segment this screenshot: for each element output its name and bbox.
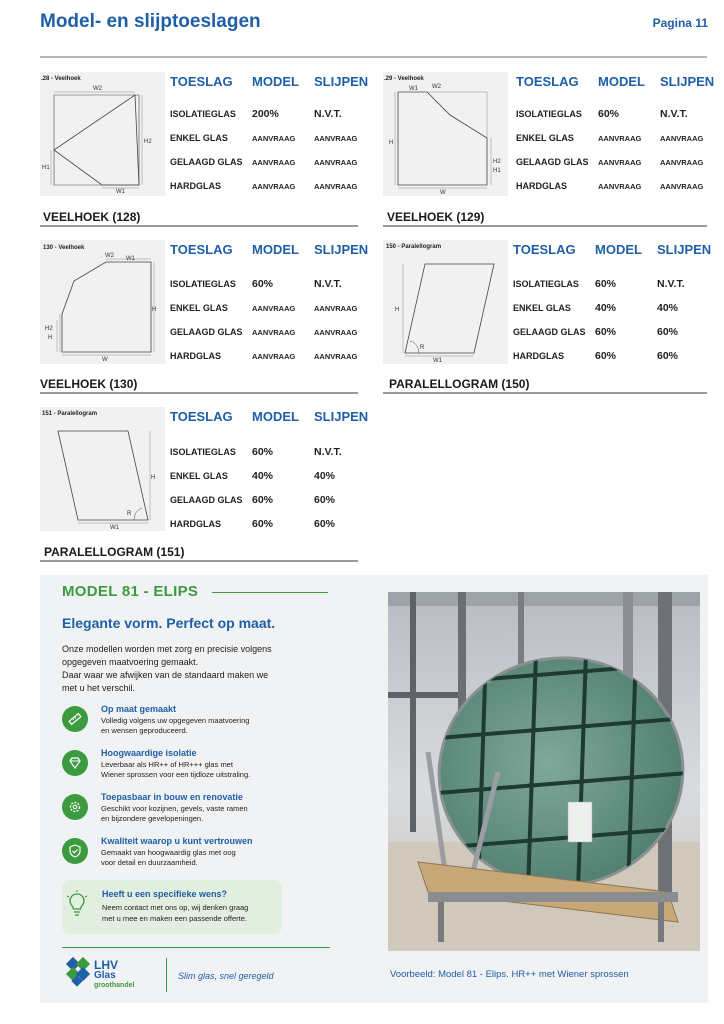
col-header-slijpen: SLIJPEN xyxy=(660,73,715,89)
dim-label: H xyxy=(152,307,157,313)
dim-label: R xyxy=(420,345,425,351)
model-block-151 xyxy=(40,407,370,531)
table-row xyxy=(170,126,370,150)
slijpen-value: AANVRAAG xyxy=(314,133,358,143)
dim-label: W1 xyxy=(409,86,418,92)
glass-type: GELAAGD GLAS xyxy=(170,327,243,337)
company-logo xyxy=(62,955,162,995)
caption-divider xyxy=(40,560,358,562)
page-number: Pagina 11 xyxy=(652,16,708,30)
col-header-slijpen: SLIJPEN xyxy=(314,73,369,89)
glass-type: HARDGLAS xyxy=(170,181,221,191)
slijpen-value: N.V.T. xyxy=(660,108,688,120)
table-header xyxy=(170,407,370,425)
dim-label: W2 xyxy=(93,86,102,92)
slijpen-value: AANVRAAG xyxy=(660,157,704,167)
slijpen-value: AANVRAAG xyxy=(314,327,358,337)
slogan: Slim glas, snel geregeld xyxy=(178,971,274,981)
feature-title: Hoogwaardige isolatie xyxy=(101,748,197,758)
col-header-model: MODEL xyxy=(595,241,642,257)
glass-type: GELAAGD GLAS xyxy=(170,495,243,505)
model-value: 40% xyxy=(595,302,617,314)
feature-line: Geschikt voor kozijnen, gevels, vaste ramen xyxy=(101,804,248,813)
slijpen-value: AANVRAAG xyxy=(314,303,358,313)
feature-description xyxy=(101,760,301,780)
table-row xyxy=(516,126,716,150)
surcharge-table xyxy=(170,240,370,368)
feature-description xyxy=(101,804,301,824)
col-header-model: MODEL xyxy=(252,241,299,257)
logo-text: Glas xyxy=(94,970,116,981)
logo-text: LHV xyxy=(94,958,118,972)
dim-label: H1 xyxy=(42,165,50,171)
model-value: AANVRAAG xyxy=(252,133,296,143)
glass-type: HARDGLAS xyxy=(513,351,564,361)
table-row xyxy=(170,272,370,296)
wish-title: Heeft u een specifieke wens? xyxy=(102,889,228,899)
glass-type: HARDGLAS xyxy=(170,519,221,529)
promo-heading-divider xyxy=(212,592,328,593)
dim-label: H2 xyxy=(493,159,501,165)
diagram-title: 150 - Paralellogram xyxy=(386,244,442,250)
table-row xyxy=(516,102,716,126)
feature-item xyxy=(62,792,302,830)
model-value: 200% xyxy=(252,108,279,120)
table-row xyxy=(170,488,370,512)
block-caption: VEELHOEK (129) xyxy=(387,210,485,224)
col-header-toeslag: TOESLAG xyxy=(513,241,576,257)
intro-line: opgegeven maatvoering gemaakt. xyxy=(62,657,199,667)
glass-type: HARDGLAS xyxy=(516,181,567,191)
slijpen-value: 40% xyxy=(314,470,336,482)
table-row xyxy=(170,102,370,126)
feature-line: voor detail en duurzaamheid. xyxy=(101,858,198,867)
slijpen-value: AANVRAAG xyxy=(314,181,358,191)
caption-divider xyxy=(40,225,358,227)
table-row xyxy=(516,150,716,174)
intro-line: Daar waar we afwijken van de standaard maken we xyxy=(62,670,269,680)
glass-type: ENKEL GLAS xyxy=(170,471,228,481)
intro-line: met u het verschil. xyxy=(62,683,136,693)
glass-type: GELAAGD GLAS xyxy=(513,327,586,337)
feature-line: en wensen geproduceerd. xyxy=(101,726,188,735)
dim-label: H xyxy=(48,335,53,341)
product-photo xyxy=(388,592,700,951)
feature-description xyxy=(101,848,301,868)
model-block-129 xyxy=(383,72,713,196)
dim-label: W1 xyxy=(126,256,135,262)
table-row xyxy=(170,512,370,536)
slijpen-value: 60% xyxy=(314,494,336,506)
feature-line: Gemaakt van hoogwaardig glas met oog xyxy=(101,848,236,857)
diagram-title: 130 - Veelhoek xyxy=(43,245,85,251)
block-caption: PARALELLOGRAM (151) xyxy=(44,545,185,559)
col-header-slijpen: SLIJPEN xyxy=(314,408,369,424)
table-row xyxy=(170,464,370,488)
gear-icon xyxy=(62,794,88,820)
diagram-151 xyxy=(40,407,165,531)
glass-type: ENKEL GLAS xyxy=(513,303,571,313)
photo-caption: Voorbeeld: Model 81 - Elips. HR++ met Wiener sprossen xyxy=(390,969,629,980)
glass-type: ENKEL GLAS xyxy=(170,303,228,313)
feature-line: Leverbaar als HR++ of HR+++ glas met xyxy=(101,760,233,769)
table-row xyxy=(170,150,370,174)
page-title: Model- en slijptoeslagen xyxy=(40,11,261,32)
table-row xyxy=(516,174,716,198)
feature-title: Kwaliteit waarop u kunt vertrouwen xyxy=(101,836,253,846)
col-header-toeslag: TOESLAG xyxy=(516,73,579,89)
model-value: 60% xyxy=(598,108,620,120)
dim-label: H1 xyxy=(493,168,501,174)
table-row xyxy=(170,296,370,320)
diagram-title: .28 - Veelhoek xyxy=(41,76,81,82)
diagram-150 xyxy=(383,240,508,364)
lightbulb-icon xyxy=(66,890,88,920)
model-value: AANVRAAG xyxy=(252,303,296,313)
dim-label: W1 xyxy=(116,189,125,195)
logo-divider xyxy=(166,958,167,992)
table-row xyxy=(170,440,370,464)
dim-label: H2 xyxy=(144,139,152,145)
diagram-130 xyxy=(40,240,165,364)
glass-type: GELAAGD GLAS xyxy=(170,157,243,167)
model-value: 60% xyxy=(595,278,617,290)
dim-label: W xyxy=(440,190,446,196)
promo-intro xyxy=(62,643,322,695)
block-caption: VEELHOEK (130) xyxy=(40,377,138,391)
model-value: AANVRAAG xyxy=(252,181,296,191)
dim-label: W2 xyxy=(105,253,114,259)
model-value: 60% xyxy=(595,326,617,338)
dim-label: W1 xyxy=(433,358,442,364)
model-value: AANVRAAG xyxy=(598,181,642,191)
model-value: AANVRAAG xyxy=(598,157,642,167)
glass-type: ISOLATIEGLAS xyxy=(170,279,236,289)
dim-label: H xyxy=(389,140,394,146)
diagram-129 xyxy=(383,72,508,196)
dim-label: W2 xyxy=(432,84,441,90)
dim-label: H2 xyxy=(45,326,53,332)
table-row xyxy=(513,296,713,320)
feature-line: Volledig volgens uw opgegeven maatvoering xyxy=(101,716,250,725)
col-header-toeslag: TOESLAG xyxy=(170,408,233,424)
title-divider xyxy=(40,56,707,58)
model-value: AANVRAAG xyxy=(252,327,296,337)
logo-mark-icon xyxy=(62,955,94,989)
glass-type: ISOLATIEGLAS xyxy=(516,109,582,119)
feature-description xyxy=(101,716,301,736)
table-header xyxy=(513,240,713,258)
specific-wish-box xyxy=(62,880,282,934)
model-block-150 xyxy=(383,240,713,364)
col-header-toeslag: TOESLAG xyxy=(170,73,233,89)
table-header xyxy=(170,72,370,90)
dim-label: H xyxy=(395,307,400,313)
col-header-slijpen: SLIJPEN xyxy=(657,241,712,257)
table-row xyxy=(513,320,713,344)
diamond-icon xyxy=(62,750,88,776)
surcharge-table xyxy=(170,407,370,536)
model-value: AANVRAAG xyxy=(252,157,296,167)
table-row xyxy=(170,320,370,344)
slijpen-value: AANVRAAG xyxy=(314,351,358,361)
slijpen-value: 60% xyxy=(657,350,679,362)
slijpen-value: AANVRAAG xyxy=(314,157,358,167)
col-header-model: MODEL xyxy=(252,408,299,424)
diagram-128 xyxy=(40,72,165,196)
table-row xyxy=(170,344,370,368)
col-header-toeslag: TOESLAG xyxy=(170,241,233,257)
model-value: 60% xyxy=(252,518,274,530)
dim-label: W1 xyxy=(110,525,119,531)
slijpen-value: 60% xyxy=(314,518,336,530)
intro-line: Onze modellen worden met zorg en precisie volgens xyxy=(62,644,272,654)
col-header-model: MODEL xyxy=(252,73,299,89)
block-caption: VEELHOEK (128) xyxy=(43,210,141,224)
table-row xyxy=(513,344,713,368)
slijpen-value: 60% xyxy=(657,326,679,338)
glass-type: HARDGLAS xyxy=(170,351,221,361)
glass-type: ISOLATIEGLAS xyxy=(513,279,579,289)
feature-item xyxy=(62,836,302,874)
surcharge-table xyxy=(516,72,716,198)
glass-type: ENKEL GLAS xyxy=(516,133,574,143)
glass-type: ISOLATIEGLAS xyxy=(170,109,236,119)
glass-type: ENKEL GLAS xyxy=(170,133,228,143)
table-row xyxy=(170,174,370,198)
glass-type: GELAAGD GLAS xyxy=(516,157,589,167)
feature-line: Wiener sprossen voor een tijdloze uitstraling. xyxy=(101,770,251,779)
table-header xyxy=(516,72,716,90)
slijpen-value: AANVRAAG xyxy=(660,133,704,143)
glass-type: ISOLATIEGLAS xyxy=(170,447,236,457)
surcharge-table xyxy=(513,240,713,368)
model-block-130 xyxy=(40,240,370,364)
wish-description xyxy=(102,902,282,924)
block-caption: PARALELLOGRAM (150) xyxy=(389,377,530,391)
col-header-model: MODEL xyxy=(598,73,645,89)
model-value: 60% xyxy=(252,446,274,458)
model-value: 40% xyxy=(252,470,274,482)
logo-text: groothandel xyxy=(94,982,135,989)
promo-subheading: Elegante vorm. Perfect op maat. xyxy=(62,615,276,631)
promo-footer-divider xyxy=(62,947,330,948)
slijpen-value: N.V.T. xyxy=(314,446,342,458)
feature-line: en bijzondere gevelopeningen. xyxy=(101,814,204,823)
model-value: 60% xyxy=(595,350,617,362)
surcharge-table xyxy=(170,72,370,198)
model-block-128 xyxy=(40,72,370,196)
wish-line: Neem contact met ons op, wij denken graag xyxy=(102,903,249,912)
feature-item xyxy=(62,748,302,786)
slijpen-value: N.V.T. xyxy=(314,278,342,290)
slijpen-value: N.V.T. xyxy=(314,108,342,120)
caption-divider xyxy=(383,225,707,227)
caption-divider xyxy=(383,392,707,394)
dim-label: R xyxy=(127,511,132,517)
feature-title: Op maat gemaakt xyxy=(101,704,177,714)
model-value: AANVRAAG xyxy=(598,133,642,143)
dim-label: H xyxy=(151,475,156,481)
slijpen-value: N.V.T. xyxy=(657,278,685,290)
shield-check-icon xyxy=(62,838,88,864)
diagram-title: 151 - Paralellogram xyxy=(42,411,98,417)
caption-divider xyxy=(40,392,358,394)
dim-label: W xyxy=(102,357,108,363)
ruler-icon xyxy=(62,706,88,732)
table-row xyxy=(513,272,713,296)
col-header-slijpen: SLIJPEN xyxy=(314,241,369,257)
feature-item xyxy=(62,704,302,742)
wish-line: met u mee en maken een passende offerte. xyxy=(102,914,247,923)
slijpen-value: AANVRAAG xyxy=(660,181,704,191)
model-value: 60% xyxy=(252,494,274,506)
slijpen-value: 40% xyxy=(657,302,679,314)
promo-panel xyxy=(40,575,708,1003)
table-header xyxy=(170,240,370,258)
model-value: 60% xyxy=(252,278,274,290)
promo-heading: MODEL 81 - ELIPS xyxy=(62,583,199,600)
diagram-title: .29 - Veelhoek xyxy=(384,76,424,82)
model-value: AANVRAAG xyxy=(252,351,296,361)
feature-title: Toepasbaar in bouw en renovatie xyxy=(101,792,243,802)
